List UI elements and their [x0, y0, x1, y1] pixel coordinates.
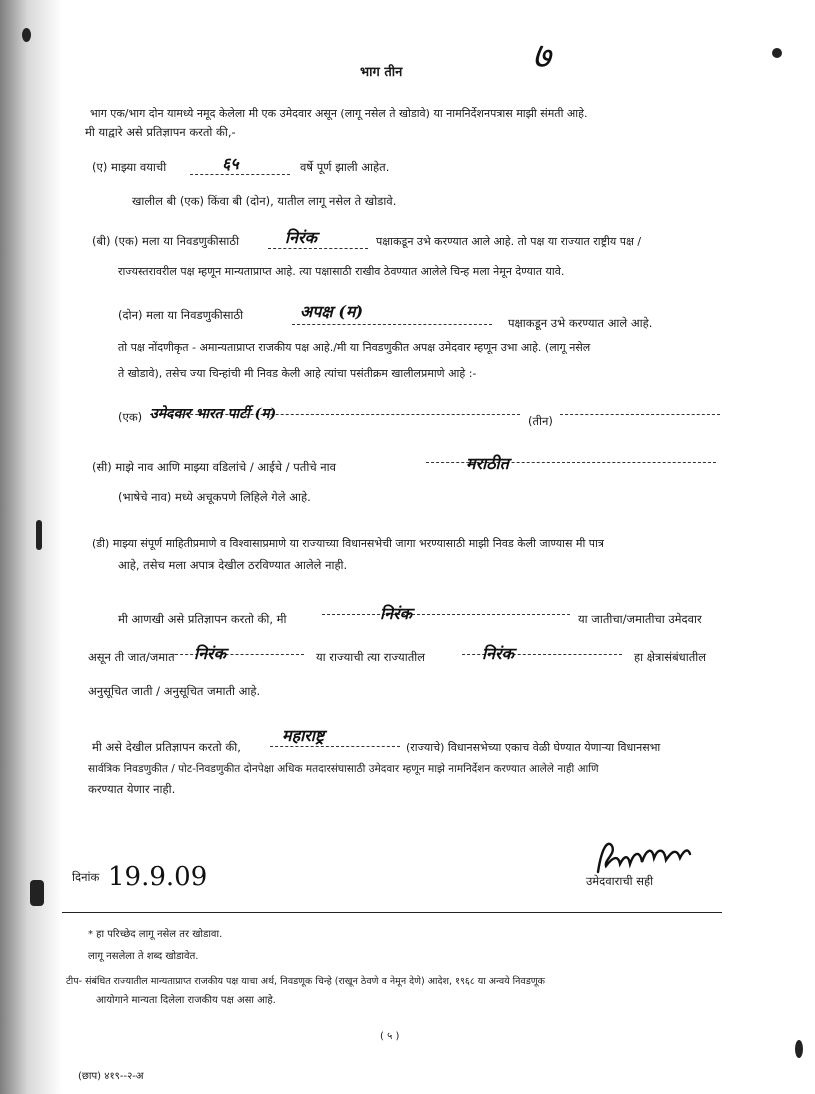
item-b2-line3: ते खोडावे), तसेच ज्या चिन्हांची मी निवड केली आहे त्यांचा पसंतीक्रम खालीलप्रमाणे आहे :- — [118, 367, 477, 380]
date-label: दिनांक — [72, 870, 100, 884]
item-d-line1: (डी) माझ्या संपूर्ण माहितीप्रमाणे व विश्वासाप्रमाणे या राज्याच्या विधानसभेची जागा भरण्यासाठी माझी निवड केली जाण्यास मी पात्र — [92, 537, 604, 550]
item-a-line — [190, 174, 290, 175]
item-b1-line2: राज्यस्तरावरील पक्ष म्हणून मान्यताप्राप्त आहे. त्या पक्षासाठी राखीव ठेवण्यात आलेले चिन्ह मला नेमून देण्यात यावे. — [118, 265, 565, 278]
scan-speck — [795, 1040, 803, 1058]
symbol-one-label: (एक) — [118, 410, 143, 424]
scan-shadow-left — [0, 0, 62, 1094]
symbol-three-label: (तीन) — [528, 414, 553, 428]
state-line2: सार्वत्रिक निवडणुकीत / पोट-निवडणुकीत दोनपेक्षा अधिक मतदारसंघासाठी उमेदवार म्हणून माझे नामनिर्देशन करण्यात आलेले नाही आणि — [88, 763, 599, 775]
item-b1-value: निरंक — [285, 228, 317, 247]
intro-line-2: मी याद्वारे असे प्रतिज्ञापन करतो की,- — [85, 125, 236, 139]
item-b2-line — [292, 324, 492, 325]
symbol-one-value: उमेदवार भारत पार्टी (म) — [150, 406, 277, 422]
state-rule — [270, 746, 400, 747]
symbol-three-line — [560, 414, 720, 415]
item-b2-prefix: (दोन) मला या निवडणुकीसाठी — [118, 308, 244, 322]
signature-caption: उमेदवाराची सही — [586, 874, 654, 888]
item-a-suffix: वर्षे पूर्ण झाली आहेत. — [300, 160, 390, 174]
scan-speck — [36, 520, 42, 550]
caste-line2-value1: निरंक — [194, 644, 226, 663]
state-prefix: मी असे देखील प्रतिज्ञापन करतो की, — [92, 740, 241, 754]
caste-line2-suffix: हा क्षेत्रासंबंधातील — [634, 650, 707, 664]
item-d-line2: आहे, तसेच मला अपात्र देखील ठरविण्यात आलेले नाही. — [118, 558, 348, 572]
footnote-4: आयोगाने मान्यता दिलेला राजकीय पक्ष असा आहे. — [96, 995, 276, 1006]
item-b1-suffix: पक्षाकडून उभे करण्यात आले आहे. तो पक्ष या राज्यात राष्ट्रीय पक्ष / — [376, 235, 642, 248]
state-line1-suffix: (राज्याचे) विधानसभेच्या एकाच वेळी घेण्यात येणाऱ्या विधानसभा — [406, 741, 661, 754]
item-b1-line — [268, 248, 368, 249]
page-number: ( ५ ) — [380, 1031, 400, 1042]
footer-code: (छाप) ४१९--२-अ — [78, 1071, 144, 1082]
footnote-divider — [62, 912, 722, 913]
item-a-note: खालील बी (एक) किंवा बी (दोन), यातील लागू नसेल ते खोडावे. — [132, 194, 397, 208]
caste-line1-rule — [322, 614, 570, 615]
item-b2-suffix: पक्षाकडून उभे करण्यात आले आहे. — [508, 316, 653, 330]
caste-line1-prefix: मी आणखी असे प्रतिज्ञापन करतो की, मी — [118, 612, 287, 626]
scan-speck — [30, 880, 44, 906]
item-a-prefix: (ए) माझ्या वयाची — [92, 160, 167, 174]
caste-line2-value2: निरंक — [482, 644, 514, 663]
item-a-value: ६५ — [222, 154, 239, 173]
page-heading: भाग तीन — [360, 65, 403, 80]
footnote-1: * हा परिच्छेद लागू नसेल तर खोडावा. — [88, 929, 223, 940]
caste-line3: अनुसूचित जाती / अनुसूचित जमाती आहे. — [88, 684, 261, 698]
item-c-prefix: (सी) माझे नाव आणि माझ्या वडिलांचे / आईचे / पतीचे नाव — [92, 460, 337, 474]
scan-speck — [772, 48, 782, 58]
scan-speck — [22, 28, 31, 42]
caste-line2-rule1 — [170, 654, 304, 655]
caste-line1-value: निरंक — [380, 604, 412, 623]
item-c-value: मराठीत — [466, 454, 509, 473]
footnote-2: लागू नसलेला ते शब्द खोडावेत. — [88, 951, 199, 962]
item-c-line2: (भाषेचे नाव) मध्ये अचूकपणे लिहिले गेले आहे. — [118, 490, 311, 504]
date-value: 19.9.09 — [108, 862, 208, 892]
state-line3: करण्यात येणार नाही. — [88, 782, 176, 796]
item-b2-line2: तो पक्ष नोंदणीकृत - अमान्यताप्राप्त राजकीय पक्ष आहे./मी या निवडणुकीत अपक्ष उमेदवार म्हणून उभा आहे. (लागू नसेल — [118, 341, 591, 354]
intro-line-1: भाग एक/भाग दोन यामध्ये नमूद केलेला मी एक उमेदवार असून (लागू नसेल ते खोडावे) या नामनिर्देशनपत्रास माझी संमती आहे. — [90, 107, 588, 120]
caste-line1-suffix: या जातीचा/जमातीचा उमेदवार — [578, 612, 702, 626]
caste-line2-prefix: असून ती जात/जमात — [88, 650, 175, 664]
state-value: महाराष्ट्र — [282, 726, 325, 745]
item-b1-prefix: (बी) (एक) मला या निवडणुकीसाठी — [92, 234, 240, 248]
item-b2-value: अपक्ष (म) — [300, 302, 364, 321]
page-mark: ७ — [532, 36, 551, 77]
caste-line2-mid: या राज्याची त्या राज्यातील — [316, 650, 426, 664]
footnote-3: टीप- संबंधित राज्यातील मान्यताप्राप्त राजकीय पक्ष याचा अर्थ, निवडणूक चिन्हे (राखून ठेवणे व नेमून देणे) आदेश, १९६८ या अन्वये निवडणूक — [66, 976, 545, 987]
